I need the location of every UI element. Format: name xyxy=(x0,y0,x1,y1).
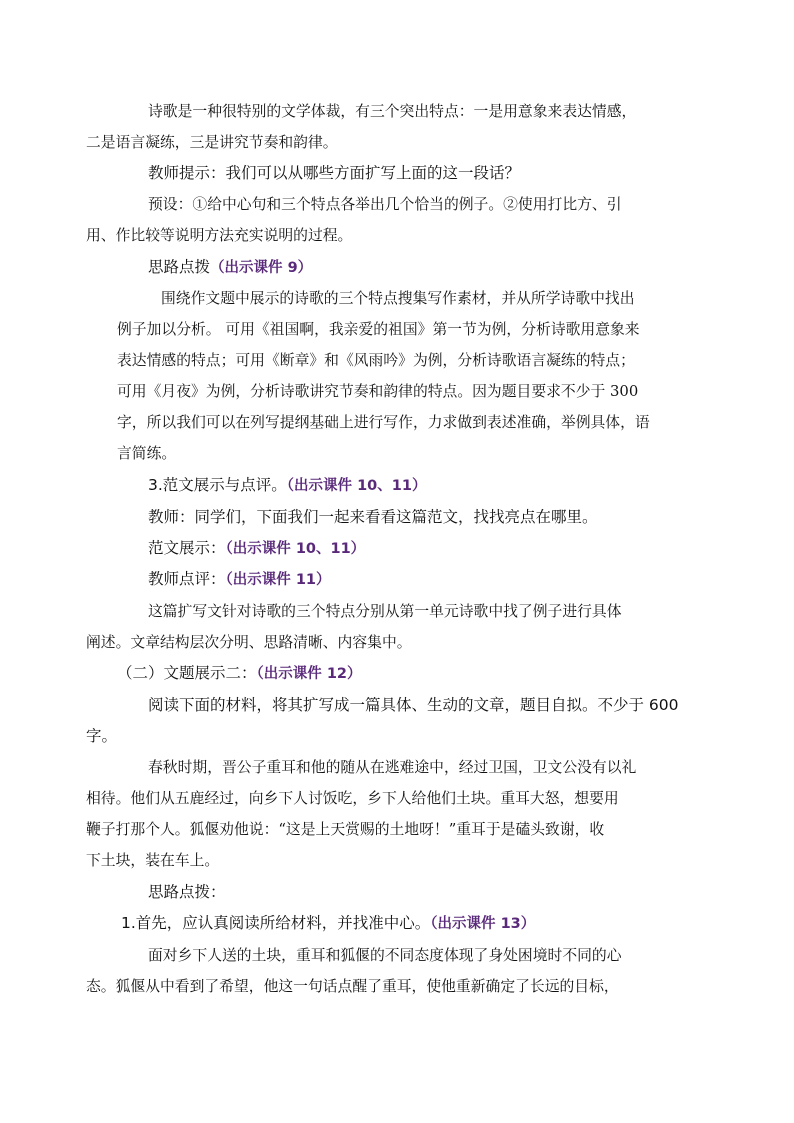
step-text: 1.首先，应认真阅读所给材料，并找准中心。 xyxy=(121,914,431,932)
courseware-hint: （出示课件 12） xyxy=(256,666,362,682)
courseware-hint: （出示课件 10、11） xyxy=(286,478,427,494)
courseware-hint: （出示课件 10、11） xyxy=(225,541,366,557)
material-paragraph xyxy=(86,752,677,876)
text-line: 字，所以我们可以在列写提纲基础上进行写作，力求做到表述准确，举例具体，语 xyxy=(117,414,650,431)
topic-two-heading xyxy=(117,658,677,690)
text-line: 可用《月夜》为例，分析诗歌讲究节奏和韵律的特点。因为题目要求不少于 300 xyxy=(117,383,639,400)
text-line: 字。 xyxy=(86,727,118,745)
text-line: 教师提示：我们可以从哪些方面扩写上面的这一段话？ xyxy=(148,164,521,182)
preset-paragraph xyxy=(86,189,677,251)
task-instructions xyxy=(86,690,679,752)
text-line: 面对乡下人送的土块，重耳和狐偃的不同态度体现了身处困境时不同的心 xyxy=(148,947,622,964)
text-line: 阅读下面的材料，将其扩写成一篇具体、生动的文章，题目自拟。不少于 600 xyxy=(148,696,679,714)
teacher-prompt xyxy=(117,158,677,189)
analysis-paragraph-2 xyxy=(86,940,677,1002)
courseware-hint: （出示课件 13） xyxy=(430,916,536,932)
model-essay-heading xyxy=(117,470,677,502)
heading-text: （二）文题展示二： xyxy=(117,664,257,682)
heading-text: 思路点拨 xyxy=(148,258,211,276)
heading-text: 思路点拨： xyxy=(148,883,226,901)
text-line: 预设：①给中心句和三个特点各举出几个恰当的例子。②使用打比方、引 xyxy=(148,196,622,213)
text-line: 下土块，装在车上。 xyxy=(86,852,220,869)
text-line: 春秋时期，晋公子重耳和他的随从在逃难途中，经过卫国，卫文公没有以礼 xyxy=(148,759,637,776)
text-line: 这篇扩写文针对诗歌的三个特点分别从第一单元诗歌中找了例子进行具体 xyxy=(148,603,622,620)
text-line: 态。狐偃从中看到了希望，他这一句话点醒了重耳，使他重新确定了长远的目标， xyxy=(86,978,619,995)
text-line: 鞭子打那个人。狐偃劝他说：“这是上天赏赐的土地呀！”重耳于是磕头致谢，收 xyxy=(86,821,605,838)
section-heading-tips-2 xyxy=(117,877,677,908)
text-line: 教师：同学们，下面我们一起来看看这篇范文，找找亮点在哪里。 xyxy=(148,508,598,526)
text-line: 围绕作文题中展示的诗歌的三个特点搜集写作素材，并从所学诗歌中找出 xyxy=(161,290,635,307)
teacher-comment xyxy=(117,564,677,596)
text-line: 相待。他们从五鹿经过，向乡下人讨饭吃，乡下人给他们土块。重耳大怒，想要用 xyxy=(86,790,619,807)
text-line: 言简练。 xyxy=(117,445,177,462)
text-line: 例子加以分析。 可用《祖国啊，我亲爱的祖国》第一节为例，分析诗歌用意象来 xyxy=(117,321,640,338)
label-text: 教师点评： xyxy=(148,570,226,588)
analysis-paragraph xyxy=(117,283,677,469)
text-line: 用、作比较等说明方法充实说明的过程。 xyxy=(86,227,353,244)
text-line: 诗歌是一种很特别的文学体裁，有三个突出特点：一是用意象来表达情感， xyxy=(148,103,637,120)
step-one xyxy=(117,908,677,940)
label-text: 范文展示： xyxy=(148,539,226,557)
courseware-hint: （出示课件 11） xyxy=(225,572,331,588)
teacher-line xyxy=(117,502,677,533)
text-line: 阐述。文章结构层次分明、思路清晰、内容集中。 xyxy=(86,634,412,651)
text-line: 二是语言凝练，三是讲究节奏和韵律。 xyxy=(86,134,338,151)
model-essay-display xyxy=(117,533,677,565)
section-heading-tips-1 xyxy=(117,252,677,284)
comment-paragraph xyxy=(86,596,677,658)
courseware-hint: （出示课件 9） xyxy=(210,260,313,276)
paragraph-poetry-features xyxy=(86,96,677,158)
heading-text: 3.范文展示与点评。 xyxy=(148,476,287,494)
text-line: 表达情感的特点；可用《断章》和《风雨吟》为例，分析诗歌语言凝练的特点； xyxy=(117,352,635,369)
